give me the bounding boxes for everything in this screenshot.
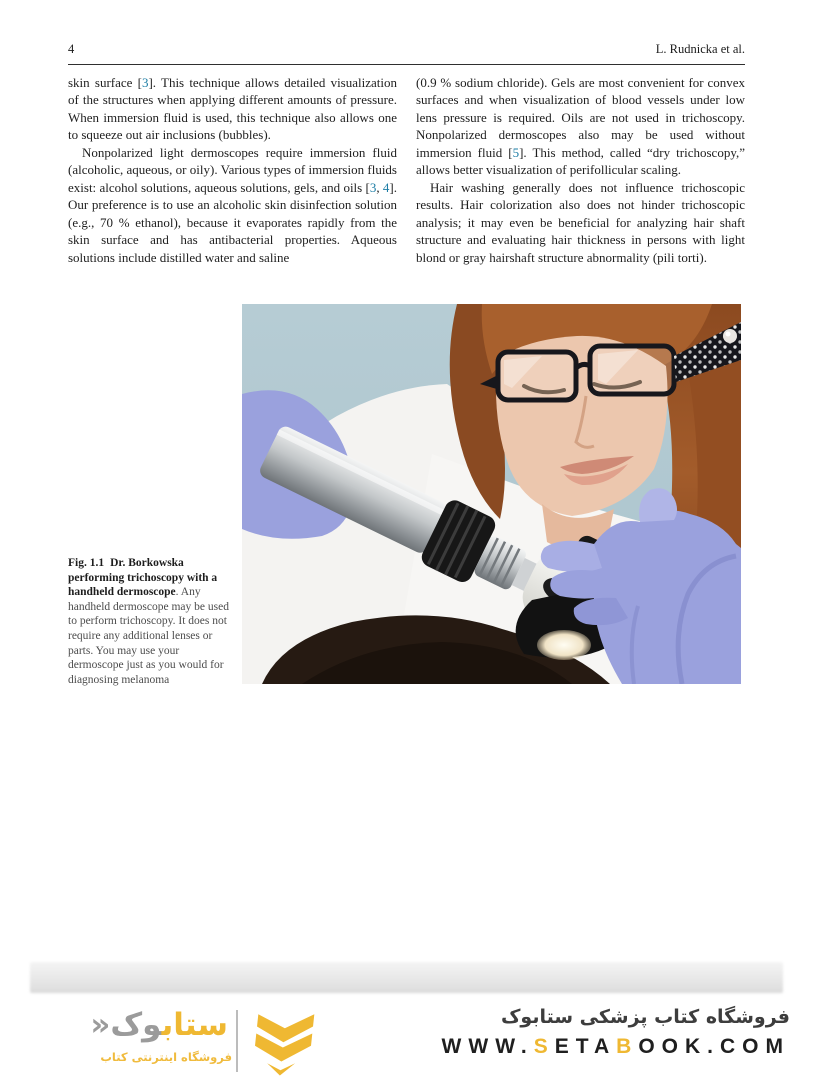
setabook-tagline: فروشگاه اینترنتی کتاب — [100, 1050, 232, 1064]
paragraph: Nonpolarized light dermoscopes require immersion fluid (alcoholic, aqueous, or oily). Various types of immersion fluids exist: alcohol solutions, aqueous solutions, gels, and oils [3, 4]. Our preference is to use an alcoholic skin disinfection solution (e.g., 70 % ethanol), because it evaporates rapidly from the skin surface and has antibacterial properties. Aqueous solutions include distilled water and saline — [68, 144, 397, 265]
watermark-footer — [0, 998, 813, 1080]
figure-caption: Fig. 1.1 Dr. Borkowska performing trichoscopy with a handheld dermoscope. Any handheld dermoscope may be used to perform trichoscopy. It does not require any additional lenses or parts. You may use your dermoscope just as you would for diagnosing melanoma — [68, 557, 229, 686]
store-title: فروشگاه کتاب پزشکی ستابوک — [500, 1006, 790, 1028]
paragraph: skin surface [3]. This technique allows detailed visualization of the structures when applying different amounts of pressure. When immersion fluid is used, this technique also allows one to squeeze out air inclusions (bubbles). — [68, 75, 397, 143]
page-bottom-shadow — [30, 962, 783, 993]
paragraph: Hair washing generally does not influence trichoscopic results. Hair colorization also does not hinder trichoscopic analysis; it may even be beneficial for analyzing hair shaft structure and evaluating hair thickness in persons with light blond or gray hairshaft structure abnormality (pili torti). — [416, 179, 745, 265]
page-header — [68, 42, 745, 65]
paragraph: (0.9 % sodium chloride). Gels are most convenient for convex surfaces and when visualization of blood vessels under low lens pressure is required. Oils are not used in trichoscopy. Nonpolarized dermoscopes also may be used without immersion fluid [5]. This method, called “dry trichoscopy,” allows better visualization of perifollicular scaling. — [416, 75, 745, 178]
running-title: L. Rudnicka et al. — [655, 42, 745, 56]
setabook-chevron-icon — [248, 1012, 318, 1076]
site-url: WWW.SETABOOK.COM — [441, 1035, 790, 1058]
footer-right — [442, 1004, 790, 1059]
figure-1-1 — [68, 304, 745, 684]
page-number: 4 — [68, 42, 75, 56]
figure-photo — [242, 304, 741, 684]
right-column — [416, 74, 745, 266]
logo-divider — [236, 1010, 238, 1072]
setabook-wordmark: ستابوک« — [90, 1007, 228, 1043]
left-column — [68, 74, 397, 266]
body-text — [68, 74, 745, 266]
